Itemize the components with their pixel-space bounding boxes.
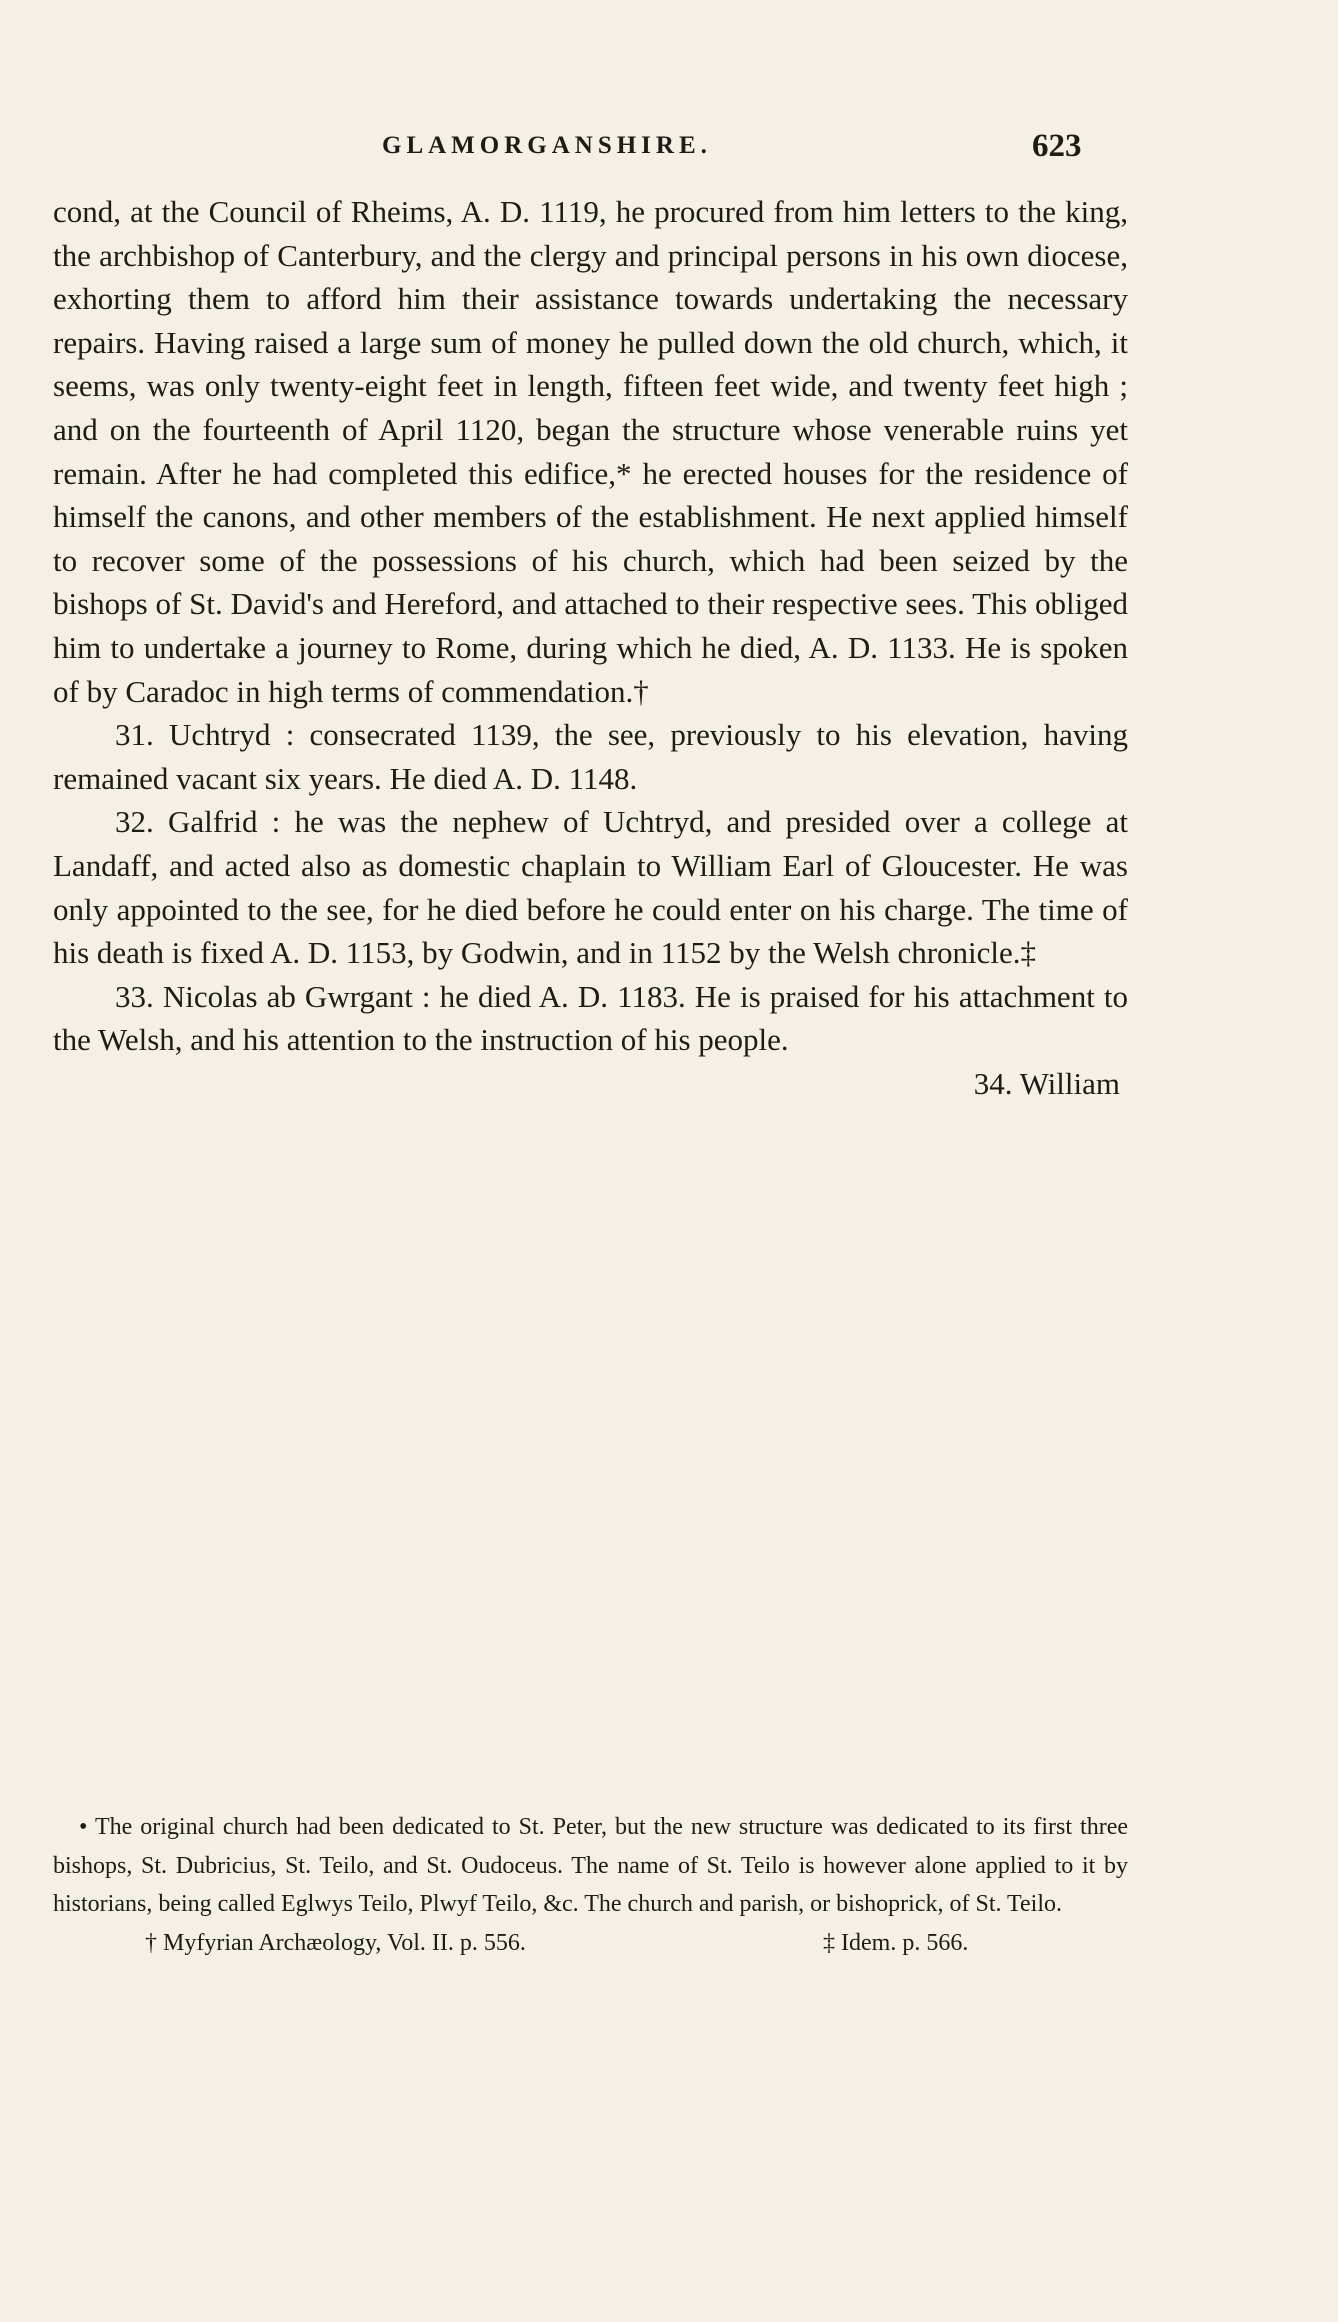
catchword: 34. William [973,1065,1120,1101]
footnote-row [53,1924,1128,1964]
main-text [53,190,1128,1105]
footnotes [53,1808,1128,1964]
paragraph-bishop-31: 31. Uchtryd : consecrated 1139, the see, previously to his elevation, having remained vacant six years. He died A. D. 1148. [53,717,1128,796]
footnote-double-dagger: ‡ Idem. p. 566. [823,1929,969,1956]
running-title: GLAMORGANSHIRE. [382,132,712,159]
paragraph-bishop-32: 32. Galfrid : he was the nephew of Uchtryd, and presided over a college at Landaff, and acted also as domestic chaplain to William Earl of Gloucester. He was only appointed to the see, for he died before he could enter on his charge. The time of his death is fixed A. D. 1153, by Godwin, and in 1152 by the Welsh chronicle.‡ [53,804,1128,971]
paragraph-bishop-33: 33. Nicolas ab Gwrgant : he died A. D. 1183. He is praised for his attachment to the Welsh, and his attention to the instruction of his people. [53,978,1128,1058]
paragraph-continued: cond, at the Council of Rheims, A. D. 1119, he procured from him letters to the king, the archbishop of Canterbury, and the clergy and principal persons in his own diocese, exhorting them to afford him their assistance towards undertaking the necessary repairs. Having raised a large sum of money he pulled down the old church, which, it seems, was only twenty-eight feet in length, fifteen feet wide, and twenty feet high ; and on the fourteenth of April 1120, began the structure whose venerable ruins yet remain. After he had completed this edifice,* he erected houses for the residence of himself the canons, and other members of the establishment. He next applied himself to recover some of the possessions of his church, which had been seized by the bishops of St. David's and Hereford, and attached to their respective sees. This obliged him to undertake a journey to Rome, during which he died, A. D. 1133. He is spoken of by Caradoc in high terms of commendation.† [53,194,1128,709]
footnote-dagger: † Myfyrian Archæology, Vol. II. p. 556. [145,1929,526,1956]
running-head [0,128,1338,168]
footnote-asterisk: • The original church had been dedicated to St. Peter, but the new structure was dedicated to its first three bishops, St. Dubricius, St. Teilo, and St. Oudoceus. The name of St. Teilo is however alone applied to it by historians, being called Eglwys Teilo, Plwyf Teilo, &c. The church and parish, or bishoprick, of St. Teilo. [53,1814,1128,1917]
page-number: 623 [1032,128,1082,164]
